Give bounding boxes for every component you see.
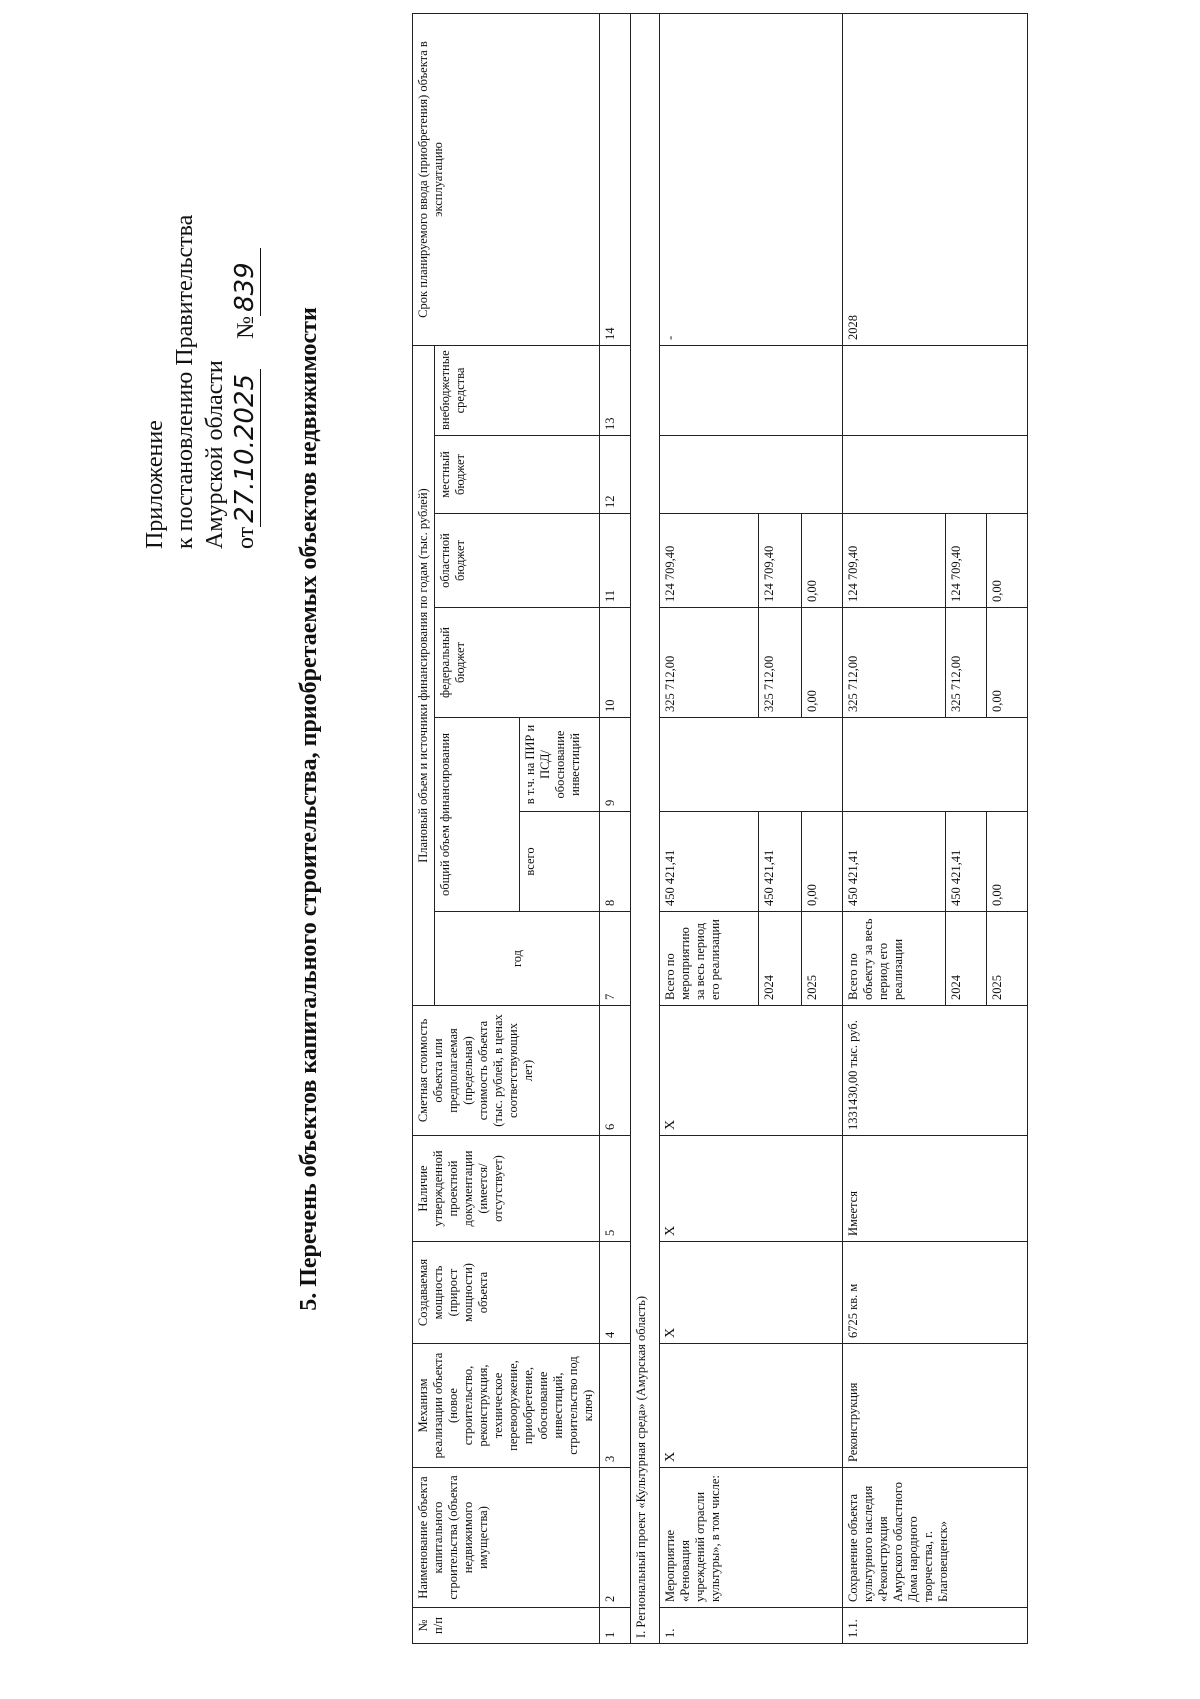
column-number: 8 [600, 812, 631, 912]
column-number: 3 [600, 1344, 631, 1468]
number-prefix: № [233, 315, 259, 339]
column-number: 13 [600, 346, 631, 436]
row-term: - [660, 14, 843, 346]
appendix-line: Приложение [142, 420, 168, 549]
row-total: 450 421,41 [843, 812, 946, 912]
column-number: 10 [600, 608, 631, 718]
col-header-year: год [435, 912, 600, 1006]
column-number: 1 [600, 1608, 631, 1644]
col-header-capacity: Создаваемая мощность (прирост мощности) объекта [413, 1242, 600, 1344]
row-total: 0,00 [987, 812, 1028, 912]
row-total: 450 421,41 [660, 812, 759, 912]
column-number: 12 [600, 436, 631, 514]
row-regional: 0,00 [987, 514, 1028, 608]
row-local [843, 436, 1028, 514]
table-row [660, 14, 759, 1644]
row-cost: X [660, 1006, 843, 1136]
row-name: Сохранение объекта культурного наследия «Реконструкция Амурского областного Дома народного творчества, г. Благовещенск» [843, 1468, 1028, 1608]
appendix-line: Амурской области [202, 360, 228, 549]
row-year: 2024 [946, 912, 987, 1006]
capital-objects-table [412, 13, 1028, 1644]
row-docs: X [660, 1136, 843, 1242]
row-pir [843, 718, 1028, 812]
col-header-docs: Наличие утвержденной проектной документации (имеется/ отсутствует) [413, 1136, 600, 1242]
row-year: 2025 [802, 912, 843, 1006]
row-pir [660, 718, 843, 812]
row-cost: 1331430,00 тыс. руб. [843, 1006, 1028, 1136]
col-header-federal: федеральный бюджет [435, 608, 600, 718]
row-docs: Имеется [843, 1136, 1028, 1242]
row-federal: 0,00 [802, 608, 843, 718]
column-number: 2 [600, 1468, 631, 1608]
row-num: 1.1. [843, 1608, 1028, 1644]
row-regional: 0,00 [802, 514, 843, 608]
row-mechanism: Реконструкция [843, 1344, 1028, 1468]
appendix-header [140, 9, 261, 549]
col-header-regional: областной бюджет [435, 514, 600, 608]
col-header-mechanism: Механизм реализации объекта (новое строительство, реконструкция, техническое перевооружение, приобретение, обоснование инвестиций, строительство под ключ) [413, 1344, 600, 1468]
column-number: 7 [600, 912, 631, 1006]
row-total: 0,00 [802, 812, 843, 912]
row-federal: 325 712,00 [759, 608, 802, 718]
row-local [660, 436, 843, 514]
column-number: 11 [600, 514, 631, 608]
col-header-pir: в т.ч. на ПИР и ПСД/ обоснование инвестиций [520, 718, 600, 812]
row-capacity: 6725 кв. м [843, 1242, 1028, 1344]
col-header-num: № п/п [413, 1608, 600, 1644]
col-header-cost: Сметная стоимость объекта или предполагаемая (предельная) стоимость объекта (тыс. рублей, в ценах соответствующих лет) [413, 1006, 600, 1136]
col-header-extrabudget: внебюджетные средства [435, 346, 600, 436]
section-title: I. Региональный проект «Культурная среда» (Амурская область) [631, 14, 660, 1644]
row-extrabudget [660, 346, 843, 436]
col-header-total: всего [520, 812, 600, 912]
row-regional: 124 709,40 [759, 514, 802, 608]
row-year: Всего по объекту за весь период его реализации [843, 912, 946, 1006]
table-header-row [413, 14, 435, 1644]
row-federal: 325 712,00 [946, 608, 987, 718]
col-header-total-group: общий объем финансирования [435, 718, 520, 912]
col-header-term: Срок планируемого ввода (приобретения) объекта в эксплуатацию [413, 14, 600, 346]
row-year: Всего по мероприятию за весь период его реализации [660, 912, 759, 1006]
column-number-row [600, 14, 631, 1644]
handwritten-number: 839 [230, 248, 261, 316]
row-federal: 325 712,00 [843, 608, 946, 718]
col-header-finance-group: Плановый объем и источники финансирования по годам (тыс. рублей) [413, 346, 435, 1006]
row-year: 2024 [759, 912, 802, 1006]
column-number: 4 [600, 1242, 631, 1344]
col-header-local: местный бюджет [435, 436, 600, 514]
row-term: 2028 [843, 14, 1028, 346]
document-title: 5. Перечень объектов капитального строительства, приобретаемых объектов недвижимости [296, 307, 322, 1311]
row-num: 1. [660, 1608, 843, 1644]
handwritten-date: 27.10.2025 [230, 369, 261, 527]
appendix-date-line [230, 9, 261, 549]
row-total: 450 421,41 [759, 812, 802, 912]
section-row [631, 14, 660, 1644]
row-year: 2025 [987, 912, 1028, 1006]
row-regional: 124 709,40 [946, 514, 987, 608]
appendix-line: к постановлению Правительства [172, 214, 198, 549]
row-federal: 0,00 [987, 608, 1028, 718]
row-federal: 325 712,00 [660, 608, 759, 718]
column-number: 14 [600, 14, 631, 346]
date-prefix: от [233, 526, 259, 549]
row-regional: 124 709,40 [660, 514, 759, 608]
column-number: 5 [600, 1136, 631, 1242]
table-row [843, 14, 946, 1644]
row-extrabudget [843, 346, 1028, 436]
row-capacity: X [660, 1242, 843, 1344]
col-header-name: Наименование объекта капитального строительства (объекта недвижимого имущества) [413, 1468, 600, 1608]
row-mechanism: X [660, 1344, 843, 1468]
column-number: 9 [600, 718, 631, 812]
column-number: 6 [600, 1006, 631, 1136]
row-total: 450 421,41 [946, 812, 987, 912]
row-regional: 124 709,40 [843, 514, 946, 608]
row-name: Мероприятие «Реновация учреждений отрасли культуры», в том числе: [660, 1468, 843, 1608]
